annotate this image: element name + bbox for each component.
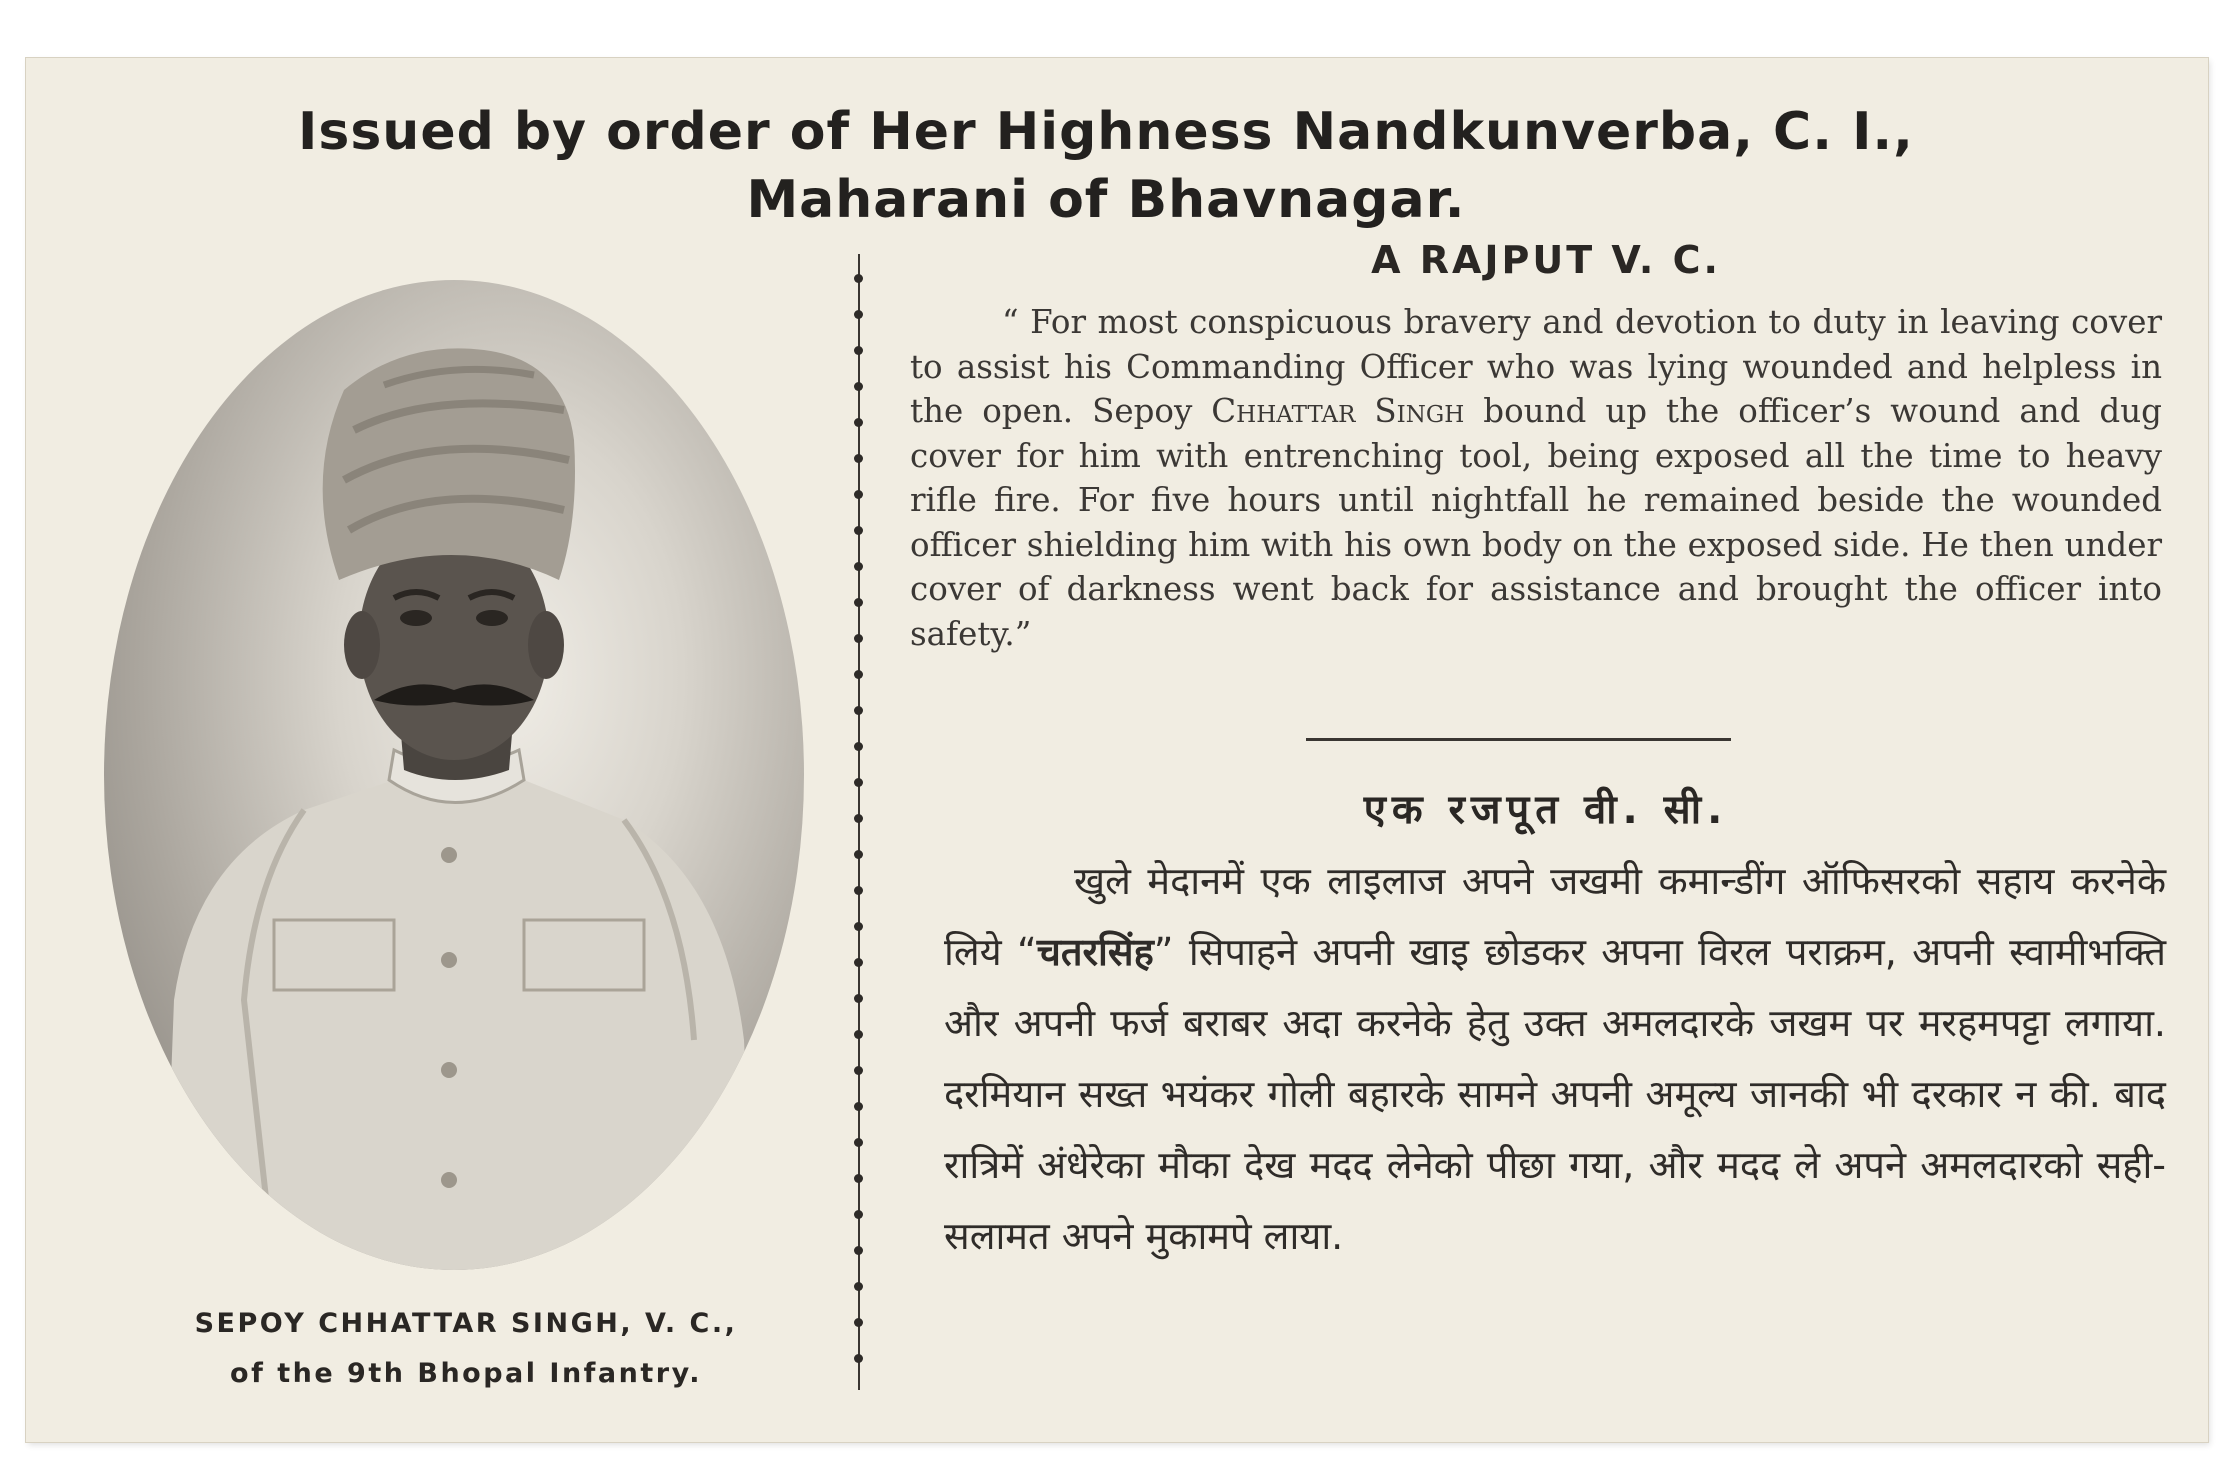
english-citation-after: bound up the officer’s wound and dug cover for him with entrenching tool, being exposed all the time to heavy rifle fire. For five hours until nightfall he remained beside the wounded officer shielding him with his own body on the exposed side. He then under cover of darkness went back for assistance and brought the officer into safety.” bbox=[910, 392, 2162, 653]
postcard bbox=[26, 58, 2208, 1442]
divider-dot bbox=[854, 670, 863, 679]
header-line-1: Issued by order of Her Highness Nandkunverba, C. I., bbox=[298, 102, 1914, 162]
english-citation bbox=[910, 300, 2162, 656]
hindi-citation bbox=[944, 846, 2166, 1272]
divider-dot bbox=[854, 634, 863, 643]
portrait-caption-unit: of the 9th Bhopal Infantry. bbox=[230, 1358, 702, 1389]
divider-dot bbox=[854, 958, 863, 967]
divider-dot bbox=[854, 1318, 863, 1327]
divider-dot bbox=[854, 1174, 863, 1183]
hindi-heading: एक रजपूत वी. सी. bbox=[1363, 787, 1729, 833]
divider-dot bbox=[854, 778, 863, 787]
divider-dot bbox=[854, 850, 863, 859]
divider-dot bbox=[854, 1246, 863, 1255]
divider-dot bbox=[854, 526, 863, 535]
english-citation-before: “ For most conspicuous bravery and devotion to duty in leaving cover to assist his Commanding Officer who was lying wounded and helpless in the open. Sepoy bbox=[910, 303, 2162, 430]
hindi-citation-name: चतरसिंह bbox=[1036, 930, 1154, 974]
divider-dot bbox=[854, 382, 863, 391]
divider-dot bbox=[854, 1282, 863, 1291]
header-line-2: Maharani of Bhavnagar. bbox=[746, 170, 1466, 230]
divider-dot bbox=[854, 562, 863, 571]
divider-dot bbox=[854, 418, 863, 427]
portrait-caption-name: SEPOY CHHATTAR SINGH, V. C., bbox=[194, 1308, 738, 1339]
divider-dot bbox=[854, 1066, 863, 1075]
divider-dot bbox=[854, 994, 863, 1003]
divider-dot bbox=[854, 814, 863, 823]
divider-dot bbox=[854, 346, 863, 355]
divider-dot bbox=[854, 922, 863, 931]
portrait-figure-image bbox=[104, 280, 804, 1270]
divider-dot bbox=[854, 886, 863, 895]
divider-dot bbox=[854, 1030, 863, 1039]
english-citation-name: Chhattar Singh bbox=[1211, 392, 1465, 430]
divider-dot bbox=[854, 274, 863, 283]
divider-dot bbox=[854, 742, 863, 751]
divider-dot bbox=[854, 598, 863, 607]
divider-dot bbox=[854, 1210, 863, 1219]
header-title bbox=[26, 98, 2186, 234]
section-rule bbox=[1306, 738, 1731, 741]
portrait-photo bbox=[104, 280, 804, 1270]
divider-dot bbox=[854, 490, 863, 499]
hindi-citation-after: ” सिपाहने अपनी खाइ छोडकर अपना विरल पराक्रम, अपनी स्वामीभक्ति और अपनी फर्ज बराबर अदा करनेके हेतु उक्त अमलदारके जखम पर मरहमपट्टा लगाया. दरमियान सख्त भयंकर गोली बहारके सामने अपनी अमूल्य जानकी भी दरकार न की. बाद रात्रिमें अंधेरेका मौका देख मदद लेनेको पीछा गया, और मदद ले अपने अमलदारको सही-सलामत अपने मुकामपे लाया. bbox=[944, 930, 2166, 1258]
divider-dot bbox=[854, 1138, 863, 1147]
divider-dot bbox=[854, 310, 863, 319]
hindi-citation-before: खुले मेदानमें एक लाइलाज अपने जखमी कमान्डींग ऑफिसरको सहाय करनेके लिये “ bbox=[944, 859, 2166, 974]
divider-dot bbox=[854, 454, 863, 463]
divider-dot bbox=[854, 1102, 863, 1111]
divider-dot bbox=[854, 706, 863, 715]
divider-dot bbox=[854, 1354, 863, 1363]
english-heading: A RAJPUT V. C. bbox=[1371, 238, 1721, 282]
